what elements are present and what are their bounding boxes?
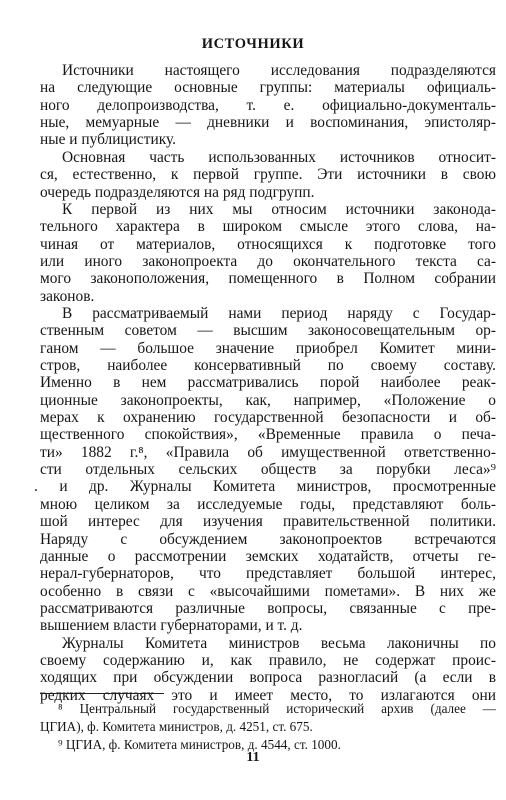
text-line: законов. xyxy=(40,287,95,305)
text-line: ственным советом — высшим законосовещательным ор- xyxy=(40,322,496,340)
footnote-line: ⁹ ЦГИА, ф. Комитета министров, д. 4544, ст. 1000. xyxy=(58,737,341,752)
text-line: редких случаях это и имеет место, то излагаются они xyxy=(40,686,496,704)
text-line: ти» 1882 г.⁸, «Правила об имущественной ответственно- xyxy=(40,443,496,461)
text-line: Источники настоящего исследования подразделяются xyxy=(62,62,496,79)
text-line: щественного спокойствия», «Временные правила о печа- xyxy=(40,426,496,444)
text-line: чиная от материалов, относящихся к подготовке того xyxy=(40,235,496,253)
footnote-line: ⁸ Центральный государственный исторический архив (далее — xyxy=(58,701,496,716)
footnote-divider xyxy=(40,693,164,694)
text-line: на следующие основные группы: материалы официаль- xyxy=(40,79,496,97)
text-line: стров, наиболее консервативный по своему составу. xyxy=(40,357,496,374)
footnote-line: ЦГИА), ф. Комитета министров, д. 4251, ст. 675. xyxy=(40,719,313,734)
text-line: данные о рассмотрении земских ходатайств, отчеты ге- xyxy=(40,547,496,565)
text-line: Журналы Комитета министров весьма лаконичны по xyxy=(62,634,496,652)
text-line: шой интерес для изучения правительственной политики. xyxy=(40,513,496,531)
text-line: ные, мемуарные — дневники и воспоминания, эпистоляр- xyxy=(40,114,496,132)
text-line: своему содержанию и, как правило, не содержат проис- xyxy=(40,651,496,669)
text-line: особенно в связи с «высочайшими пометами». В них же xyxy=(40,582,496,600)
text-line: . и др. Журналы Комитета министров, просмотренные xyxy=(34,478,496,496)
text-line: рассматриваются различные вопросы, связанные с пре- xyxy=(40,599,496,617)
text-line: ционные законопроекты, как, например, «Положение о xyxy=(40,391,496,409)
text-line: или иного законопроекта до окончательного текста са- xyxy=(40,252,496,270)
text-line: ные и публицистику. xyxy=(40,131,176,149)
text-line: ганом — большое значение приобрел Комитет мини- xyxy=(40,339,496,357)
text-line: тельного характера в широком смысле этого слова, на- xyxy=(40,218,496,236)
text-line: Именно в нем рассматривались порой наиболее реак- xyxy=(40,374,496,392)
text-line: мерах к охранению государственной безопасности и об- xyxy=(40,409,496,426)
section-heading: ИСТОЧНИКИ xyxy=(201,36,305,52)
page-number: 11 xyxy=(246,750,260,765)
text-line: вышением власти губернаторами, и т. д. xyxy=(40,617,303,635)
text-line: ся, естественно, к первой группе. Эти источники в свою xyxy=(40,166,496,184)
text-line: сти отдельных сельских обществ за порубки леса»⁹ xyxy=(40,461,496,479)
text-line: мною целиком за исследуемые годы, представляют боль- xyxy=(40,495,496,513)
text-line: К первой из них мы относим источники законода- xyxy=(62,200,496,218)
text-line: В рассматриваемый нами период наряду с Государ- xyxy=(62,304,496,322)
text-line: очередь подразделяются на ряд подгрупп. xyxy=(40,183,315,201)
text-line: ходящих при обсуждении вопроса разногласий (а если в xyxy=(40,669,496,687)
text-line: нерал-губернаторов, что представляет большой интерес, xyxy=(40,565,496,583)
text-line: Наряду с обсуждением законопроектов встречаются xyxy=(40,530,496,548)
text-line: мого законоположения, помещенного в Полном собрании xyxy=(40,270,496,288)
text-line: Основная часть использованных источников относит- xyxy=(62,148,496,166)
text-line: ного делопроизводства, т. е. официально-документаль- xyxy=(40,96,496,114)
